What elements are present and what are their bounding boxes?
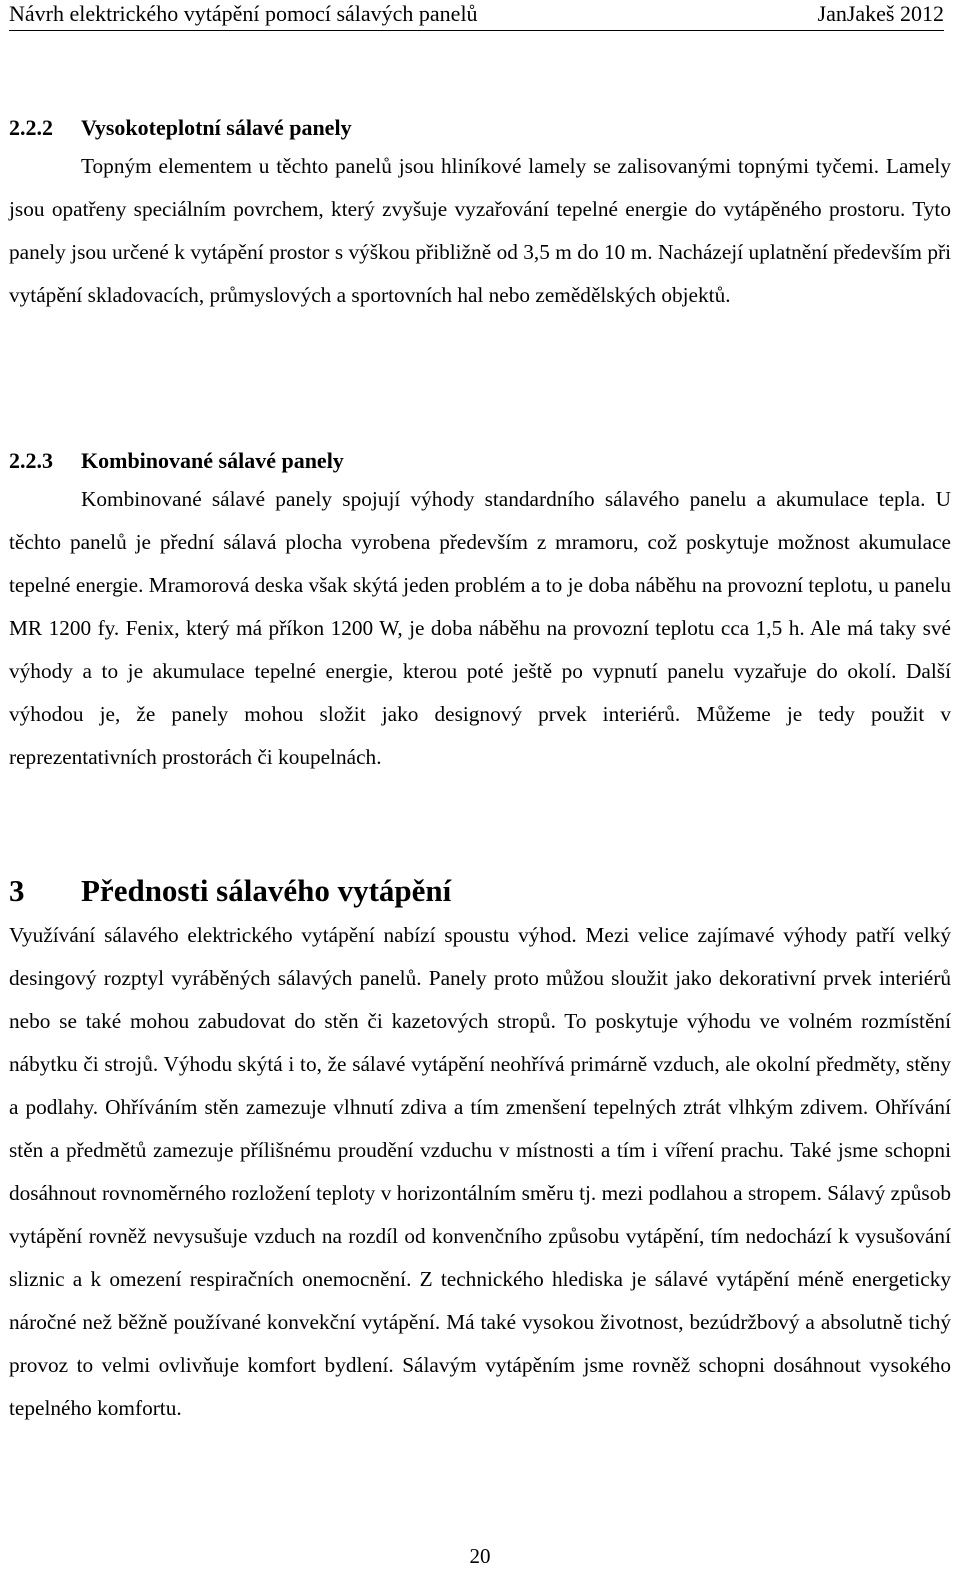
section-heading	[9, 113, 951, 143]
section-title: Kombinované sálavé panely	[81, 448, 344, 473]
header-title: Návrh elektrického vytápění pomocí sálavých panelů	[9, 1, 478, 26]
section-number: 2.2.2	[9, 115, 53, 140]
section-number: 2.2.3	[9, 448, 53, 473]
section-2-2-2	[9, 113, 951, 317]
page-number: 20	[469, 1544, 491, 1568]
header-author-year: JanJakeš 2012	[817, 1, 944, 26]
section-heading	[9, 446, 951, 476]
chapter-heading	[9, 871, 951, 911]
chapter-3	[9, 871, 951, 1430]
chapter-number: 3	[9, 873, 25, 908]
section-title: Vysokoteplotní sálavé panely	[81, 115, 352, 140]
section-2-2-3	[9, 446, 951, 779]
chapter-paragraph: Využívání sálavého elektrického vytápění nabízí spoustu výhod. Mezi velice zajímavé výhody patří velký desingový rozptyl vyráběných sálavých panelů. Panely proto můžou sloužit jako dekorativní prvek interiérů nebo se také mohou zabudovat do stěn či kazetových stropů. To poskytuje výhodu ve volném rozmístění nábytku či strojů. Výhodu skýtá i to, že sálavé vytápění neohřívá primárně vzduch, ale okolní předměty, stěny a podlahy. Ohříváním stěn zamezuje vlhnutí zdiva a tím zmenšení tepelných ztrát vlhkým zdivem. Ohřívání stěn a předmětů zamezuje přílišnému proudění vzduchu v místnosti a tím i víření prachu. Také jsme schopni dosáhnout rovnoměrného rozložení teploty v horizontálním směru tj. mezi podlahou a stropem. Sálavý způsob vytápění rovněž nevysušuje vzduch na rozdíl od konvenčního způsobu vytápění, tím nedochází k vysušování sliznic a k omezení respiračních onemocnění. Z technického hlediska je sálavé vytápění méně energeticky náročné než běžně používané konvekční vytápění. Má také vysokou životnost, bezúdržbový a absolutně tichý provoz to velmi ovlivňuje komfort bydlení. Sálavým vytápěním jsme rovněž schopni dosáhnout vysokého tepelného komfortu.	[9, 923, 951, 1420]
section-paragraph: Kombinované sálavé panely spojují výhody standardního sálavého panelu a akumulace tepla. U těchto panelů je přední sálavá plocha vyrobena především z mramoru, což poskytuje možnost akumulace tepelné energie. Mramorová deska však skýtá jeden problém a to je doba náběhu na provozní teplotu, u panelu MR 1200 fy. Fenix, který má příkon 1200 W, je doba náběhu na provozní teplotu cca 1,5 h. Ale má taky své výhody a to je akumulace tepelné energie, kterou poté ještě po vypnutí panelu vyzařuje do okolí. Další výhodou je, že panely mohou složit jako designový prvek interiérů. Můžeme je tedy použit v reprezentativních prostorách či koupelnách.	[9, 487, 951, 769]
running-header	[9, 0, 944, 31]
chapter-title: Přednosti sálavého vytápění	[81, 873, 452, 908]
section-paragraph: Topným elementem u těchto panelů jsou hliníkové lamely se zalisovanými topnými tyčemi. Lamely jsou opatřeny speciálním povrchem, který zvyšuje vyzařování tepelné energie do vytápěného prostoru. Tyto panely jsou určené k vytápění prostor s výškou přibližně od 3,5 m do 10 m. Nacházejí uplatnění především při vytápění skladovacích, průmyslových a sportovních hal nebo zemědělských objektů.	[9, 154, 951, 307]
